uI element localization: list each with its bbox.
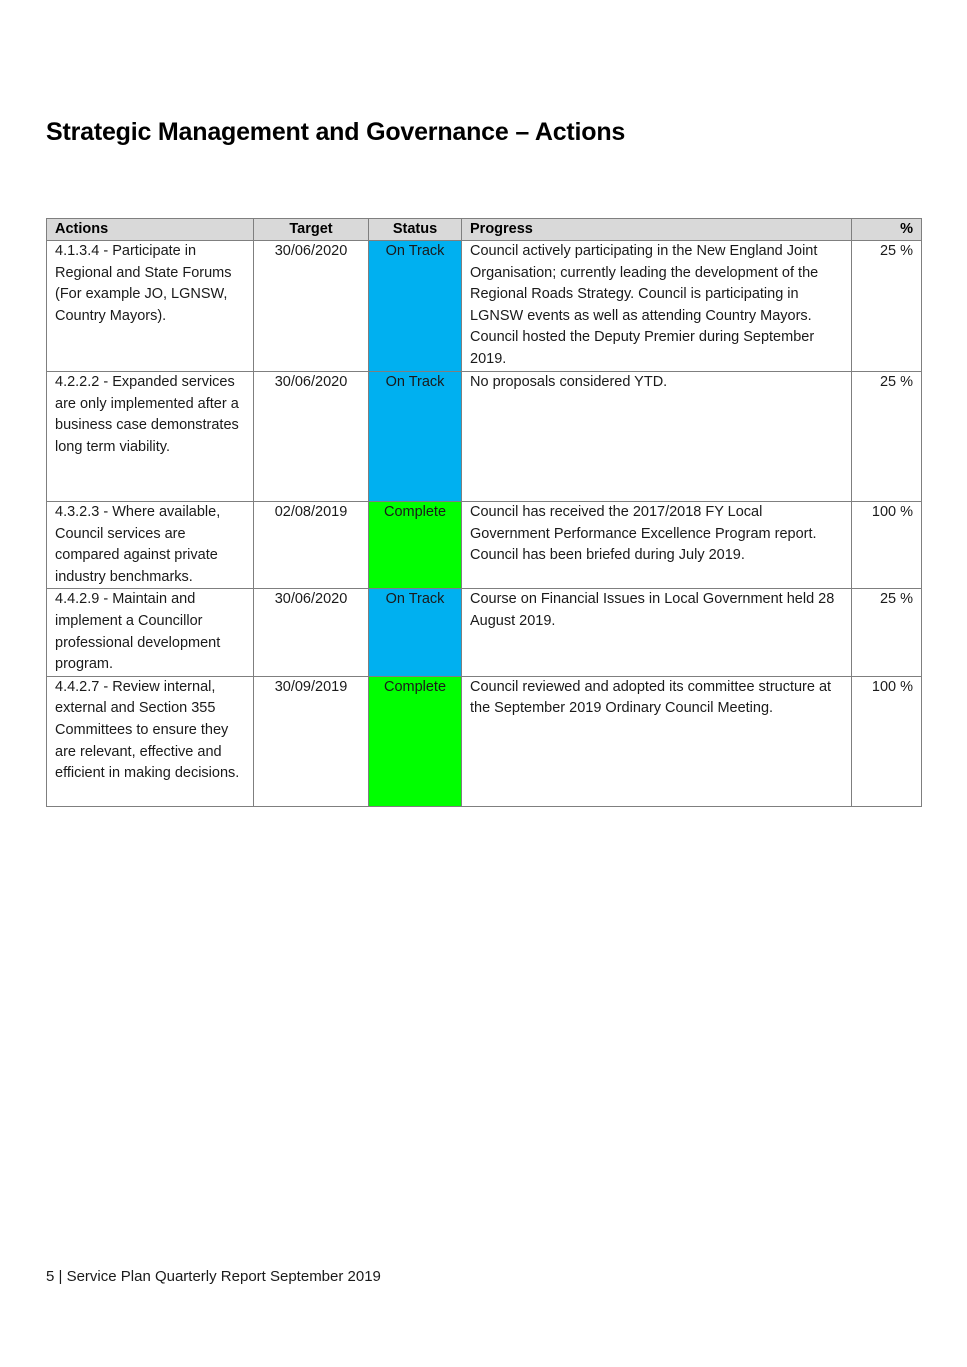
progress-cell: Council reviewed and adopted its committee structure at the September 2019 Ordinary Council Meeting. — [462, 676, 852, 806]
status-cell: On Track — [369, 241, 462, 372]
action-cell: 4.2.2.2 - Expanded services are only implemented after a business case demonstrates long term viability. — [47, 372, 254, 502]
target-cell: 30/06/2020 — [254, 372, 369, 502]
progress-cell: Council actively participating in the New England Joint Organisation; currently leading the development of the Regional Roads Strategy. Council is participating in LGNSW events as well as attending Country Mayors. Council hosted the Deputy Premier during September 2019. — [462, 241, 852, 372]
table-row — [47, 502, 922, 589]
status-cell: Complete — [369, 676, 462, 806]
status-cell: On Track — [369, 589, 462, 676]
table-row — [47, 589, 922, 676]
table-row — [47, 241, 922, 372]
target-cell: 30/09/2019 — [254, 676, 369, 806]
page-title: Strategic Management and Governance – Actions — [46, 118, 626, 146]
header-target: Target — [254, 219, 369, 241]
percent-cell: 100 % — [852, 502, 922, 589]
action-cell: 4.4.2.9 - Maintain and implement a Councillor professional development program. — [47, 589, 254, 676]
action-cell: 4.4.2.7 - Review internal, external and Section 355 Committees to ensure they are relevant, effective and efficient in making decisions. — [47, 676, 254, 806]
target-cell: 30/06/2020 — [254, 241, 369, 372]
table-row — [47, 372, 922, 502]
progress-cell: Course on Financial Issues in Local Government held 28 August 2019. — [462, 589, 852, 676]
target-cell: 02/08/2019 — [254, 502, 369, 589]
action-cell: 4.1.3.4 - Participate in Regional and State Forums (For example JO, LGNSW, Country Mayors). — [47, 241, 254, 372]
header-actions: Actions — [47, 219, 254, 241]
status-cell: On Track — [369, 372, 462, 502]
action-cell: 4.3.2.3 - Where available, Council services are compared against private industry benchmarks. — [47, 502, 254, 589]
table-row — [47, 676, 922, 806]
progress-cell: No proposals considered YTD. — [462, 372, 852, 502]
status-cell: Complete — [369, 502, 462, 589]
percent-cell: 25 % — [852, 241, 922, 372]
header-percent: % — [852, 219, 922, 241]
target-cell: 30/06/2020 — [254, 589, 369, 676]
actions-table — [46, 218, 922, 807]
header-status: Status — [369, 219, 462, 241]
progress-cell: Council has received the 2017/2018 FY Local Government Performance Excellence Program report. Council has been briefed during July 2019. — [462, 502, 852, 589]
percent-cell: 100 % — [852, 676, 922, 806]
table-header-row — [47, 219, 922, 241]
percent-cell: 25 % — [852, 589, 922, 676]
header-progress: Progress — [462, 219, 852, 241]
page-footer: 5 | Service Plan Quarterly Report September 2019 — [46, 1268, 381, 1285]
percent-cell: 25 % — [852, 372, 922, 502]
